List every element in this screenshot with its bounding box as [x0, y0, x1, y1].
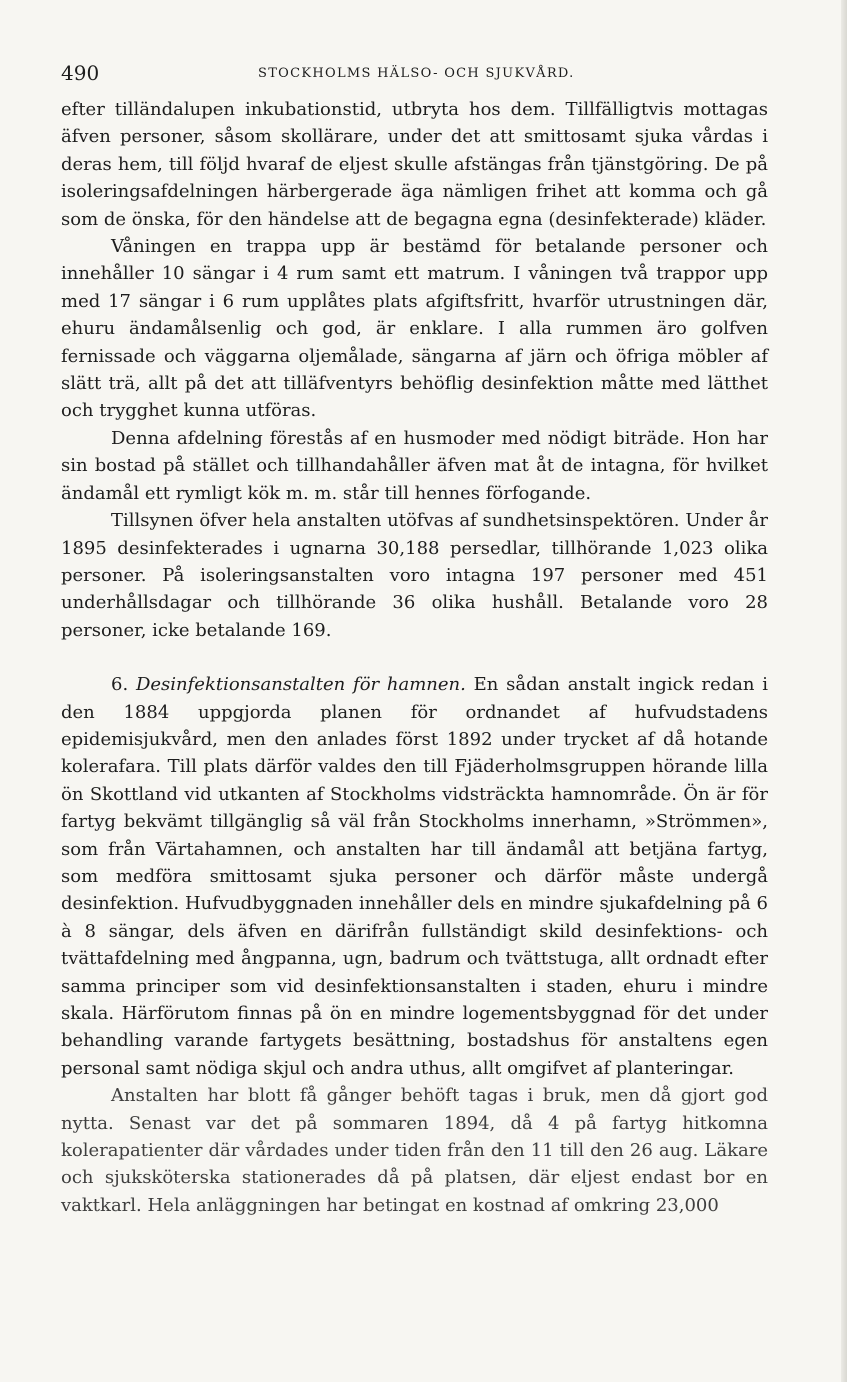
paragraph-usage: Anstalten har blott få gånger behöft tagas i bruk, men då gjort god nytta. Senast var det på sommaren 1894, då 4 på fartyg hitkomna kolerapatienter där vårdades under tiden från den 11 till den 26 aug. Läkare och sjuksköterska stationerades då på platsen, där eljest endast bor en vaktkarl. Hela anläggningen har betingat en kostnad af omkring 23,000 — [61, 1085, 768, 1216]
running-head: STOCKHOLMS HÄLSO- OCH SJUKVÅRD. — [258, 66, 575, 81]
paragraph-statistics: Tillsynen öfver hela anstalten utöfvas af sundhetsinspektören. Under år 1895 desinfekterades i ugnarna 30,188 persedlar, tillhörande 1,023 olika personer. På isoleringsanstalten voro intagna 197 personer med 451 underhållsdagar och tillhörande 36 olika hushåll. Betalande voro 28 personer, icke betalande 169. — [61, 510, 768, 641]
page-header — [61, 60, 768, 96]
book-page — [61, 60, 768, 1219]
page-edge-shadow — [841, 0, 847, 1382]
paragraph-harbour-section — [61, 671, 768, 1082]
section-body: En sådan anstalt ingick redan i den 1884 uppgjorda planen för ordnandet af hufvudstadens epidemisjukvård, men den anlades först 1892 under trycket af då hotande kolerafara. Till plats därför valdes den till Fjäderholmsgruppen hörande lilla ön Skottland vid utkanten af Stockholms vidsträckta hamnområde. Ön är för fartyg bekvämt tillgänglig så väl från Stockholms innerhamn, »Strömmen», som från Värtahamnen, och anstalten har till ändamål att betjäna fartyg, som medföra smittosamt sjuka personer och därför måste undergå desinfektion. Hufvudbyggnaden innehåller dels en mindre sjukafdelning på 6 à 8 sängar, dels äfven en därifrån fullständigt skild desinfektions- och tvättafdelning med ångpanna, ugn, badrum och tvättstuga, allt ordnadt efter samma principer som vid desinfektionsanstalten i staden, ehuru i mindre skala. Härförutom finnas på ön en mindre logementsbyggnad för det under behandling varande fartygets besättning, bostadshus för anstaltens egen personal samt nödiga skjul och andra uthus, allt omgifvet af planteringar. — [61, 674, 768, 1079]
page-number: 490 — [61, 61, 100, 85]
section-number: 6. — [111, 674, 129, 696]
paragraph-management: Denna afdelning förestås af en husmoder med nödigt biträde. Hon har sin bostad på stället och tillhandahåller äfven mat åt de intagna, för hvilket ändamål ett rymligt kök m. m. står till hennes förfogande. — [61, 427, 768, 504]
section-spacer — [61, 644, 768, 671]
paragraph-floors: Våningen en trappa upp är bestämd för betalande personer och innehåller 10 sängar i 4 rum samt ett matrum. I våningen två trappor upp med 17 sängar i 6 rum upplåtes plats afgiftsfritt, hvarför utrustningen där, ehuru ändamålsenlig och god, är enklare. I alla rummen äro golfven fernissade och väggarna oljemålade, sängarna af järn och öfriga möbler af slätt trä, allt på det att tilläfventyrs behöflig desinfektion måtte med lätthet och trygghet kunna utföras. — [61, 236, 768, 422]
paragraph-continuation: efter tilländalupen inkubationstid, utbryta hos dem. Tillfälligtvis mottagas äfven personer, såsom skollärare, under det att smittosamt sjuka vårdas i deras hem, till följd hvaraf de eljest skulle afstängas från tjänstgöring. De på isoleringsafdelningen härbergerade äga nämligen frihet att komma och gå som de önska, för den händelse att de begagna egna (desinfekterade) kläder. — [61, 99, 768, 230]
section-title: Desinfektionsanstalten för hamnen. — [135, 674, 466, 696]
